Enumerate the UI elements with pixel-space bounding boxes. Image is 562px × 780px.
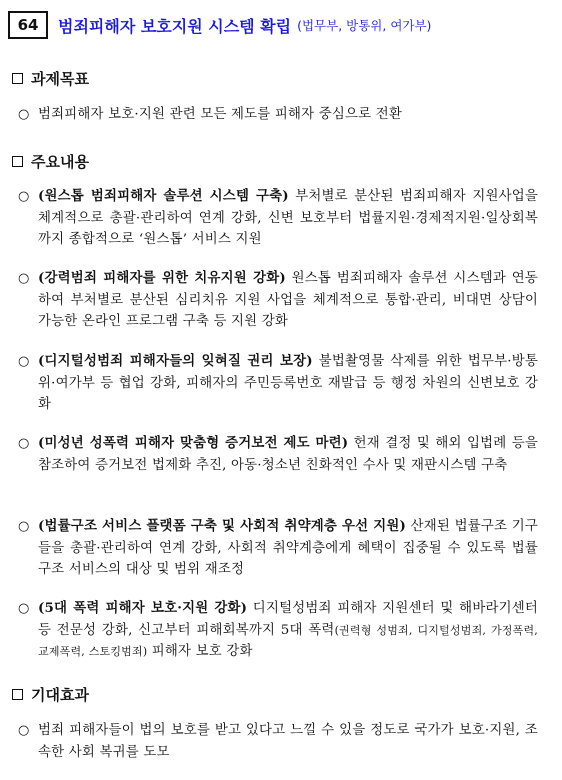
content-item-text xyxy=(38,351,538,416)
circle-bullet-icon: ○ xyxy=(18,436,30,451)
section-title-goal: 과제목표 xyxy=(31,70,89,88)
task-number: 64 xyxy=(17,16,39,34)
content-item-text xyxy=(38,433,538,476)
section-heading-content xyxy=(12,151,89,172)
content-item-5 xyxy=(18,516,538,581)
task-agencies: (법무부, 방통위, 여가부) xyxy=(297,18,432,33)
square-box-icon xyxy=(12,156,23,167)
circle-bullet-icon: ○ xyxy=(18,519,30,534)
item-body: 디지털성범죄 피해자 지원센터 및 해바라기센터 등 전문성 강화, 신고부터 피해회복까지 5대 폭력 xyxy=(38,601,538,638)
square-box-icon xyxy=(12,689,23,700)
task-number-box xyxy=(8,11,48,39)
content-item-text xyxy=(38,598,538,663)
content-item-text xyxy=(38,186,538,251)
content-item-2 xyxy=(18,268,538,333)
goal-item xyxy=(18,104,538,126)
circle-bullet-icon: ○ xyxy=(18,354,30,369)
task-header xyxy=(8,8,431,42)
content-item-text xyxy=(38,516,538,581)
circle-bullet-icon: ○ xyxy=(18,271,30,286)
content-item-3 xyxy=(18,351,538,416)
item-lead: (강력범죄 피해자를 위한 치유지원 강화) xyxy=(38,270,286,286)
task-title: 범죄피해자 보호지원 시스템 확립 xyxy=(58,16,292,36)
section-heading-goal xyxy=(12,68,89,89)
item-body: 산재된 법률구조 기구들을 총괄·관리하여 연계 강화, 사회적 취약계층에게 혜택이 집중될 수 있도록 법률구조 서비스의 대상 및 범위 재조정 xyxy=(38,519,538,577)
item-lead: (5대 폭력 피해자 보호·지원 강화) xyxy=(38,600,248,616)
item-body: 원스톱 범죄피해자 솔루션 시스템과 연동하여 부처별로 분산된 심리치유 지원 사업을 체계적으로 통합·관리, 비대면 상담이 가능한 온라인 프로그램 구축 등 지원 강화 xyxy=(38,271,538,329)
circle-bullet-icon: ○ xyxy=(18,189,30,204)
item-small-note: (권력형 성범죄, 디지털성범죄, 가정폭력, 교제폭력, 스토킹범죄) xyxy=(38,623,538,658)
effect-item xyxy=(18,720,538,763)
content-item-4 xyxy=(18,433,538,476)
content-item-1 xyxy=(18,186,538,251)
effect-item-text: 범죄 피해자들이 법의 보호를 받고 있다고 느낄 수 있을 정도로 국가가 보호·지원, 조속한 사회 복귀를 도모 xyxy=(38,723,538,760)
item-body: 불법촬영물 삭제를 위한 법무부·방통위·여가부 등 협업 강화, 피해자의 주민등록번호 재발급 등 행정 차원의 신변보호 강화 xyxy=(38,354,538,412)
square-box-icon xyxy=(12,73,23,84)
item-lead: (법률구조 서비스 플랫폼 구축 및 사회적 취약계층 우선 지원) xyxy=(38,518,407,534)
circle-bullet-icon: ○ xyxy=(18,601,30,616)
item-lead: (미성년 성폭력 피해자 맞춤형 증거보전 제도 마련) xyxy=(38,435,349,451)
item-tail: 피해자 보호 강화 xyxy=(147,644,253,659)
content-item-text xyxy=(38,268,538,333)
item-lead: (원스톱 범죄피해자 솔루션 시스템 구축) xyxy=(38,188,289,204)
item-lead: (디지털성범죄 피해자들의 잊혀질 권리 보장) xyxy=(38,353,313,369)
content-item-6 xyxy=(18,598,538,663)
section-title-content: 주요내용 xyxy=(31,153,89,171)
item-body: 부처별로 분산된 범죄피해자 지원사업을 체계적으로 총괄·관리하여 연계 강화, 신변 보호부터 법률지원·경제적지원·일상회복까지 종합적으로 ‘원스톱’ 서비스 지원 xyxy=(38,189,538,247)
circle-bullet-icon: ○ xyxy=(18,107,30,122)
section-title-effect: 기대효과 xyxy=(31,686,89,704)
item-body: 헌재 결정 및 해외 입법례 등을 참조하여 증거보전 법제화 추진, 아동·청소년 친화적인 수사 및 재판시스템 구축 xyxy=(38,436,538,473)
section-heading-effect xyxy=(12,684,89,705)
goal-item-text: 범죄피해자 보호·지원 관련 모든 제도를 피해자 중심으로 전환 xyxy=(38,107,403,122)
circle-bullet-icon: ○ xyxy=(18,723,30,738)
